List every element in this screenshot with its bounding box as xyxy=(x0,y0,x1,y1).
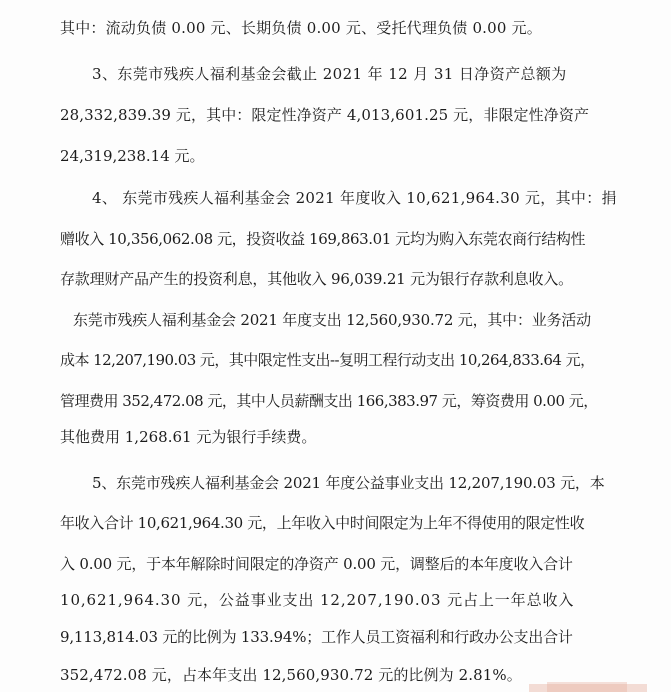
text-line-13: 年收入合计 10,621,964.30 元，上年收入中时间限定为上年不得使用的限定性收 xyxy=(60,514,585,532)
red-stamp-edge-image xyxy=(529,680,647,692)
text-line-16: 9,113,814.03 元的比例为 133.94%；工作人员工资福利和行政办公支出合计 xyxy=(60,628,573,646)
text-line-3: 28,332,839.39 元，其中：限定性净资产 4,013,601.25 元，非限定性净资产 xyxy=(60,106,590,124)
text-line-14: 入 0.00 元，于本年解除时间限定的净资产 0.00 元，调整后的本年度收入合计 xyxy=(60,555,573,573)
text-line-2: 3、东莞市残疾人福利基金会截止 2021 年 12 月 31 日净资产总额为 xyxy=(92,65,567,83)
text-line-11: 其他费用 1,268.61 元为银行手续费。 xyxy=(60,428,317,446)
text-line-12: 5、东莞市残疾人福利基金会 2021 年度公益事业支出 12,207,190.03 元，本 xyxy=(92,474,605,492)
text-line-8: 东莞市残疾人福利基金会 2021 年度支出 12,560,930.72 元，其中：业务活动 xyxy=(73,311,591,329)
text-line-17: 352,472.08 元，占本年支出 12,560,930.72 元的比例为 2.81%。 xyxy=(60,666,522,684)
text-line-1: 其中：流动负债 0.00 元、长期负债 0.00 元、受托代理负债 0.00 元。 xyxy=(60,19,543,37)
text-line-6: 赠收入 10,356,062.08 元，投资收益 169,863.01 元均为购入东莞农商行结构性 xyxy=(60,230,586,248)
text-line-10: 管理费用 352,472.08 元，其中人员薪酬支出 166,383.97 元，筹资费用 0.00 元， xyxy=(60,392,598,410)
text-line-5: 4、 东莞市残疾人福利基金会 2021 年度收入 10,621,964.30 元，其中：捐 xyxy=(92,189,617,207)
text-line-9: 成本 12,207,190.03 元，其中限定性支出--复明工程行动支出 10,264,833.64 元， xyxy=(60,351,595,369)
text-line-4: 24,319,238.14 元。 xyxy=(60,147,205,165)
text-line-7: 存款理财产品产生的投资利息，其他收入 96,039.21 元为银行存款利息收入。 xyxy=(60,270,573,288)
text-line-15: 10,621,964.30 元，公益事业支出 12,207,190.03 元占上一年总收入 xyxy=(60,591,575,609)
